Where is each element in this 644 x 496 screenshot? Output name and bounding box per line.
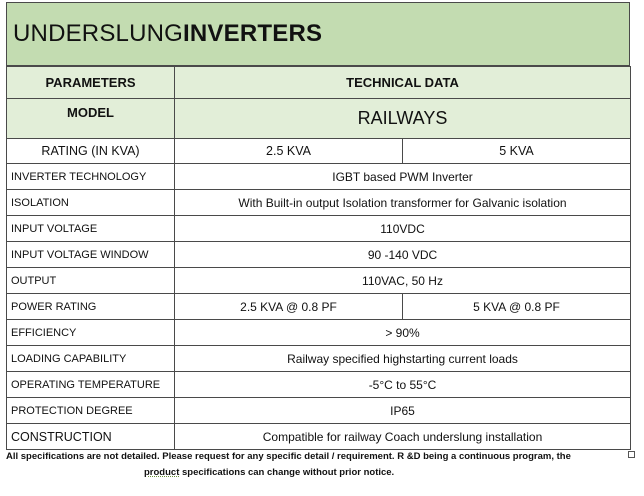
row-label: LOADING CAPABILITY <box>7 346 175 372</box>
footer-line-2-rest: specifications can change without prior notice. <box>179 467 395 478</box>
row-value: 90 -140 VDC <box>175 242 631 268</box>
header-row <box>7 67 631 99</box>
table-row <box>7 268 631 294</box>
row-value: 110VDC <box>175 216 631 242</box>
rating-row <box>7 139 631 164</box>
row-value: IGBT based PWM Inverter <box>175 164 631 190</box>
rating-label: RATING (IN KVA) <box>7 139 175 164</box>
row-label: POWER RATING <box>7 294 175 320</box>
row-value: With Built-in output Isolation transformer for Galvanic isolation <box>175 190 631 216</box>
row-value-1: 2.5 KVA @ 0.8 PF <box>175 294 403 320</box>
table-row <box>7 294 631 320</box>
table-row <box>7 398 631 424</box>
row-label: PROTECTION DEGREE <box>7 398 175 424</box>
title-bold: INVERTERS <box>183 20 323 47</box>
row-value: IP65 <box>175 398 631 424</box>
row-label: EFFICIENCY <box>7 320 175 346</box>
row-value-2: 5 KVA @ 0.8 PF <box>403 294 631 320</box>
row-label: ISOLATION <box>7 190 175 216</box>
row-label: OUTPUT <box>7 268 175 294</box>
row-label: OPERATING TEMPERATURE <box>7 372 175 398</box>
table-row <box>7 424 631 450</box>
row-label: INPUT VOLTAGE <box>7 216 175 242</box>
footer-line-2 <box>6 465 616 481</box>
parameters-header: PARAMETERS <box>7 67 175 99</box>
row-value: > 90% <box>175 320 631 346</box>
table-row <box>7 346 631 372</box>
spec-table <box>6 66 631 450</box>
table-row <box>7 242 631 268</box>
table-row <box>7 372 631 398</box>
sheet-title <box>6 2 630 66</box>
row-label: INPUT VOLTAGE WINDOW <box>7 242 175 268</box>
table-row <box>7 190 631 216</box>
footer-line-1: All specifications are not detailed. Please request for any specific detail / requirement. R &D being a continuous program, the <box>6 451 571 462</box>
row-value: 110VAC, 50 Hz <box>175 268 631 294</box>
table-row <box>7 320 631 346</box>
row-value: Compatible for railway Coach underslung installation <box>175 424 631 450</box>
rating-value-1: 2.5 KVA <box>175 139 403 164</box>
table-row <box>7 216 631 242</box>
model-label: MODEL <box>7 99 175 139</box>
technical-data-header: TECHNICAL DATA <box>175 67 631 99</box>
model-value: RAILWAYS <box>175 99 631 139</box>
row-value: -5°C to 55°C <box>175 372 631 398</box>
rating-value-2: 5 KVA <box>403 139 631 164</box>
title-light: UNDERSLUNG <box>13 20 184 47</box>
model-row <box>7 99 631 139</box>
row-value: Railway specified highstarting current loads <box>175 346 631 372</box>
table-row <box>7 164 631 190</box>
footer-product-word: product <box>144 467 180 478</box>
resize-handle-icon[interactable] <box>628 451 635 458</box>
row-label: INVERTER TECHNOLOGY <box>7 164 175 190</box>
footer-note <box>6 449 616 481</box>
row-label: CONSTRUCTION <box>7 424 175 450</box>
spec-sheet <box>6 2 630 450</box>
